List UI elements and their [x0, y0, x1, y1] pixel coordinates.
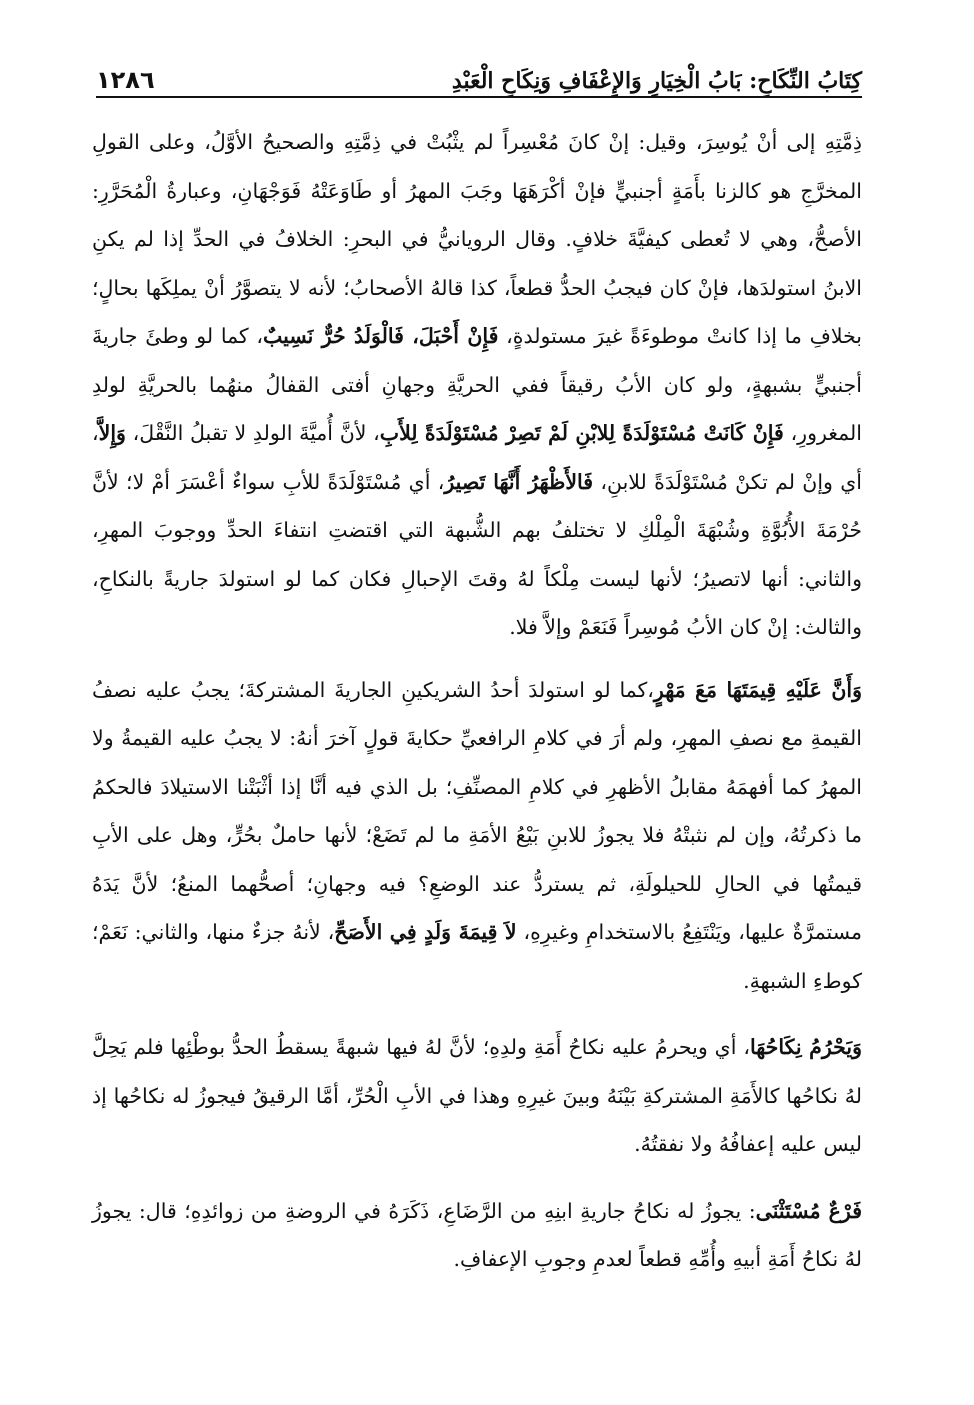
matn-text: فَرْعٌ مُسْتَثْنَى	[755, 1198, 862, 1223]
paragraph	[92, 118, 862, 652]
commentary-text: ،كما لو استولدَ أحدُ الشريكينِ الجاريةَ المشتركةَ؛ يجبُ عليه نصفُ القيمةِ مع نصفِ المهرِ، ولم أرَ في كلامِ الرافعيِّ حكايةَ قولٍ آخرَ أنهُ: لا يجبُ عليه القيمةُ ولا المهرُ كما أفهمَهُ مقابلُ الأظهرِ في كلامِ المصنِّفِ؛ بل الذي فيه أنَّا إذا أثْبَتْنا الاستيلادَ فالحكمُ ما ذكرتُهُ، وإن لم نثبتْهُ فلا يجوزُ للابنِ بَيْعُ الأمَةِ ما لم تَضَعْ؛ لأنها حاملٌ بحُرٍّ، وهل على الأبِ قيمتُها في الحالِ للحيلولَةِ، ثم يستردُّ عند الوضعِ؟ فيه وجهانِ؛ أصحُّهما المنعُ؛ لأنَّ يَدَهُ مستمرَّةٌ عليها، ويَنْتَفِعُ بالاستخدامِ وغيرِهِ،	[92, 677, 863, 944]
matn-text: لاَ قِيمَةَ وَلَدٍ فِي الأَصَحِّ	[334, 920, 517, 944]
matn-text: فَإِنْ أَحْبَلَ، فَالْوَلَدُ حُرٌّ نَسِيبٌ	[263, 324, 499, 348]
commentary-text: ، كما لو وطئَ جاريةَ أجنبيٍّ بشبهةٍ، ولو كان الأبُ رقيقاً ففي الحريَّةِ وجهانِ أفتى القفالُ منهُما بالحريَّةِ لولدِ المغرورِ،	[92, 324, 862, 445]
paragraph	[92, 666, 862, 1006]
matn-text: وَيَحْرُمُ نِكَاحُهَا	[749, 1035, 862, 1059]
running-title: كِتَابُ النِّكَاحِ: بَابُ الْخِيَارِ وَالإِعْفَافِ وَنِكَاحِ الْعَبْدِ	[451, 68, 862, 94]
commentary-text: ، أي مُسْتَوْلَدَةً للأبِ سواءٌ أعْسَرَ أمْ لا؛ لأنَّ حُرْمَةَ الأُبُوَّةِ وشُبْهَةَ الْمِلْكِ لا تختلفُ بهم الشُّبهة التي اقتضتِ انتفاءَ الحدِّ ووجوبَ المهرِ، والثاني: أنها لاتصيرُ؛ لأنها ليست مِلْكاً لهُ وقتَ الإحبالِ فكان كما لو استولدَ جاريةً بالنكاحِ، والثالث: إنْ كان الأبُ مُوسِراً فَنَعَمْ وإلاَّ فلا.	[92, 469, 862, 639]
page-body	[92, 118, 862, 1345]
commentary-text: ، لأنهُ جزءٌ منها، والثاني: نَعَمْ؛ كوطءِ الشبهةِ.	[92, 920, 862, 993]
page-number: ١٢٨٦	[96, 66, 155, 94]
commentary-text: ذِمَّتِهِ إلى أنْ يُوسِرَ، وقيل: إنْ كانَ مُعْسِراً لم يثْبُتْ في ذِمَّتِهِ والصحيحُ الأوَّلُ، وعلى القولِ المخرَّجِ هو كالزنا بأَمَةٍ أجنبيٍّ فإنْ أكْرَهَهَا وجَبَ المهرُ أو طَاوَعَتْهُ فَوَجْهَانِ، وعبارةُ الْمُحَرَّرِ: الأصحُّ، وهي لا تُعطى كيفيَّةَ خلافٍ. وقال الرويانيُّ في البحرِ: الخلافُ في الحدِّ إذا لم يكنِ الابنُ استولدَها، فإنْ كان فيجبُ الحدُّ قطعاً، كذا قالهُ الأصحابُ؛ لأنه لا يتصوَّرُ أنْ يملِكَها بحالٍ؛ بخلافِ ما إذا كانتْ موطوءَةً غيرَ مستولدةٍ،	[92, 130, 863, 348]
matn-text: فَالأَظْهَرُ أَنَّهَا تَصِيرُ	[444, 469, 594, 494]
matn-text: فَإِنْ كَانَتْ مُسْتَوْلَدَةً لِلابْنِ لَمْ تَصِرْ مُسْتَوْلَدَةً لِلأَبِ	[379, 421, 784, 445]
commentary-text: : يجوزُ له نكاحُ جاريةِ ابنِهِ من الرَّضَاعِ، ذَكَرَهُ في الروضةِ من زوائدِهِ؛ قال: يجوزُ لهُ نكاحُ أَمَةِ أبيهِ وأُمِّهِ قطعاً لعدمِ وجوبِ الإعفافِ.	[92, 1198, 862, 1271]
matn-text: وَأَنَّ عَلَيْهِ قِيمَتَهَا مَعَ مَهْرٍ	[653, 677, 862, 702]
paragraph	[92, 1187, 862, 1284]
matn-text: وَإِلاَّ	[98, 421, 126, 445]
commentary-text: ، لأنَّ أُميَّةَ الولدِ لا تقبلُ النَّقْلَ،	[125, 421, 380, 445]
running-header	[96, 58, 862, 98]
commentary-text: ، أي وإنْ لم تكنْ مُسْتَوْلَدَةً للابنِ،	[92, 421, 863, 494]
commentary-text: ، أي ويحرمُ عليه نكاحُ أَمَةِ ولدِهِ؛ لأنَّ لهُ فيها شبهةً يسقطُ الحدُّ بوطْئِها فلم يَحِلَّ لهُ نكاحُها كالأَمَةِ المشتركةِ بَيْنَهُ وبينَ غيرِهِ وهذا في الأبِ الْحُرِّ، أمَّا الرقيقُ فيجوزُ له نكاحُها إذ ليس عليه إعفافُهُ ولا نفقتُهُ.	[92, 1035, 862, 1156]
paragraph	[92, 1023, 862, 1169]
